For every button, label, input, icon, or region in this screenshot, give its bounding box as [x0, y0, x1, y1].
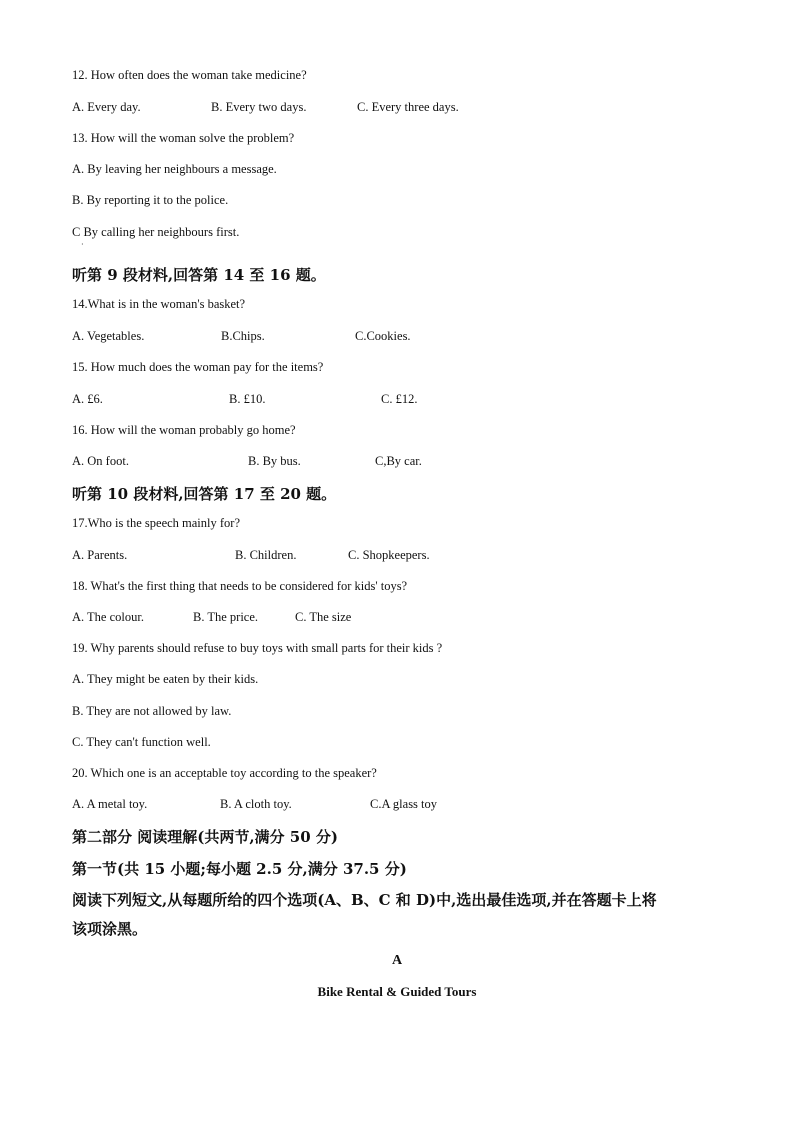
- q18-option-b: B. The price.: [193, 610, 259, 624]
- q17-option-b: B. Children.: [235, 548, 297, 562]
- q15-option-c: C. £12.: [381, 392, 418, 406]
- question-20: 20. Which one is an acceptable toy according to the speaker?: [72, 766, 377, 780]
- q14-option-b: B.Chips.: [221, 329, 265, 343]
- q20-option-a: A. A metal toy.: [72, 797, 148, 811]
- question-12: 12. How often does the woman take medicine?: [72, 68, 307, 82]
- question-18: 18. What's the first thing that needs to be considered for kids' toys?: [72, 579, 408, 593]
- q16-option-a: A. On foot.: [72, 454, 129, 468]
- q16-option-b: B. By bus.: [248, 454, 301, 468]
- q19-option-b: B. They are not allowed by law.: [72, 704, 232, 718]
- question-17: 17.Who is the speech mainly for?: [72, 516, 241, 530]
- q12-option-a: A. Every day.: [72, 100, 141, 114]
- q18-option-c: C. The size: [295, 610, 352, 624]
- q12-option-b: B. Every two days.: [211, 100, 307, 114]
- part-2-section-1-heading: 第一节(共 15 小题;每小题 2.5 分,满分 37.5 分): [72, 860, 407, 878]
- passage-letter: A: [391, 953, 403, 968]
- q19-option-c: C. They can't function well.: [72, 735, 211, 749]
- q18-option-a: A. The colour.: [72, 610, 144, 624]
- question-19: 19. Why parents should refuse to buy toys with small parts for their kids ?: [72, 641, 443, 655]
- q17-option-a: A. Parents.: [72, 548, 128, 562]
- q20-option-c: C.A glass toy: [370, 797, 438, 811]
- q14-option-c: C.Cookies.: [355, 329, 411, 343]
- reading-instruction-line-2: 该项涂黑。: [72, 920, 148, 938]
- q13-option-c: C By calling her neighbours first.: [72, 225, 240, 239]
- question-13: 13. How will the woman solve the problem?: [72, 131, 295, 145]
- passage-title: Bike Rental & Guided Tours: [317, 984, 477, 999]
- question-16: 16. How will the woman probably go home?: [72, 423, 296, 437]
- q19-option-a: A. They might be eaten by their kids.: [72, 672, 259, 686]
- q13-option-a: A. By leaving her neighbours a message.: [72, 162, 277, 176]
- q20-option-b: B. A cloth toy.: [220, 797, 292, 811]
- stray-dot: ·: [81, 240, 84, 249]
- q17-option-c: C. Shopkeepers.: [348, 548, 430, 562]
- q13-option-b: B. By reporting it to the police.: [72, 193, 229, 207]
- section-9-heading: 听第 9 段材料,回答第 14 至 16 题。: [72, 266, 326, 284]
- section-10-heading: 听第 10 段材料,回答第 17 至 20 题。: [72, 485, 337, 503]
- part-2-heading: 第二部分 阅读理解(共两节,满分 50 分): [72, 828, 338, 846]
- q14-option-a: A. Vegetables.: [72, 329, 145, 343]
- reading-instruction-line-1: 阅读下列短文,从每题所给的四个选项(A、B、C 和 D)中,选出最佳选项,并在答题卡上将: [72, 891, 657, 909]
- q15-option-b: B. £10.: [229, 392, 266, 406]
- question-14: 14.What is in the woman's basket?: [72, 297, 246, 311]
- question-15: 15. How much does the woman pay for the items?: [72, 360, 324, 374]
- q12-option-c: C. Every three days.: [357, 100, 459, 114]
- q16-option-c: C,By car.: [375, 454, 422, 468]
- q15-option-a: A. £6.: [72, 392, 103, 406]
